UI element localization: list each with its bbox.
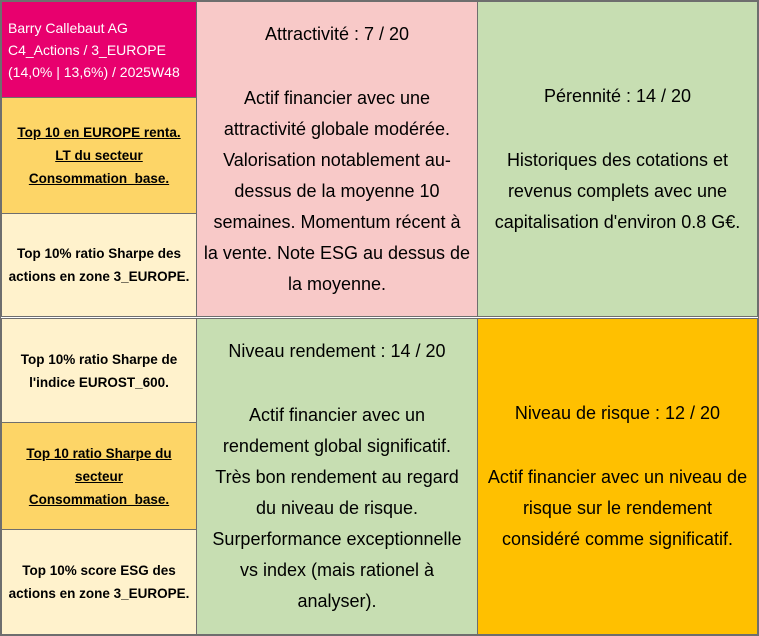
attractivite-description: Actif financier avec une attractivité globale modérée. Valorisation notablement au- dessus de la moyenne 10 semaines. Momentum récent à la vente. Note ESG au dessus de la moyenne. — [203, 87, 471, 294]
attractivite-cell — [196, 1, 478, 317]
security-header — [1, 1, 197, 98]
ranking-cell — [1, 213, 197, 317]
ranking-text: Top 10 en EUROPE renta. LT du secteur Consommation_base. — [17, 125, 181, 186]
perennite-title: Pérennité : 14 / 20 — [543, 85, 692, 106]
ranking-cell — [1, 422, 197, 530]
risque-title: Niveau de risque : 12 / 20 — [514, 403, 721, 423]
ranking-text: Top 10% score ESG des actions en zone 3_EUROPE. — [8, 563, 190, 601]
security-category: C4_Actions / 3_EUROPE — [8, 41, 166, 58]
perennite-cell — [477, 1, 758, 317]
risque-description: Actif financier avec un niveau de risque sur le rendement considéré comme significatif. — [487, 467, 748, 549]
ranking-text: Top 10 ratio Sharpe du secteur Consommation_base. — [26, 445, 172, 507]
perennite-description: Historiques des cotations et revenus complets avec une capitalisation d'environ 0.8 G€. — [494, 149, 741, 232]
security-performance: (14,0% | 13,6%) / 2025W48 — [8, 63, 180, 80]
ranking-text: Top 10% ratio Sharpe de l'indice EUROST_600. — [20, 351, 178, 390]
rendement-cell — [196, 318, 478, 635]
security-name: Barry Callebaut AG — [8, 19, 128, 36]
rendement-description: Actif financier avec un rendement global significatif. Très bon rendement au regard du niveau de risque. Surperformance exceptionnelle vs index (mais rationel à analyser). — [212, 405, 462, 611]
ranking-cell — [1, 97, 197, 214]
ranking-text: Top 10% ratio Sharpe des actions en zone 3_EUROPE. — [8, 246, 190, 284]
risque-cell — [477, 318, 758, 635]
ranking-cell — [1, 529, 197, 635]
rendement-title: Niveau rendement : 14 / 20 — [228, 341, 446, 361]
attractivite-title: Attractivité : 7 / 20 — [264, 23, 410, 44]
ranking-cell — [1, 318, 197, 423]
